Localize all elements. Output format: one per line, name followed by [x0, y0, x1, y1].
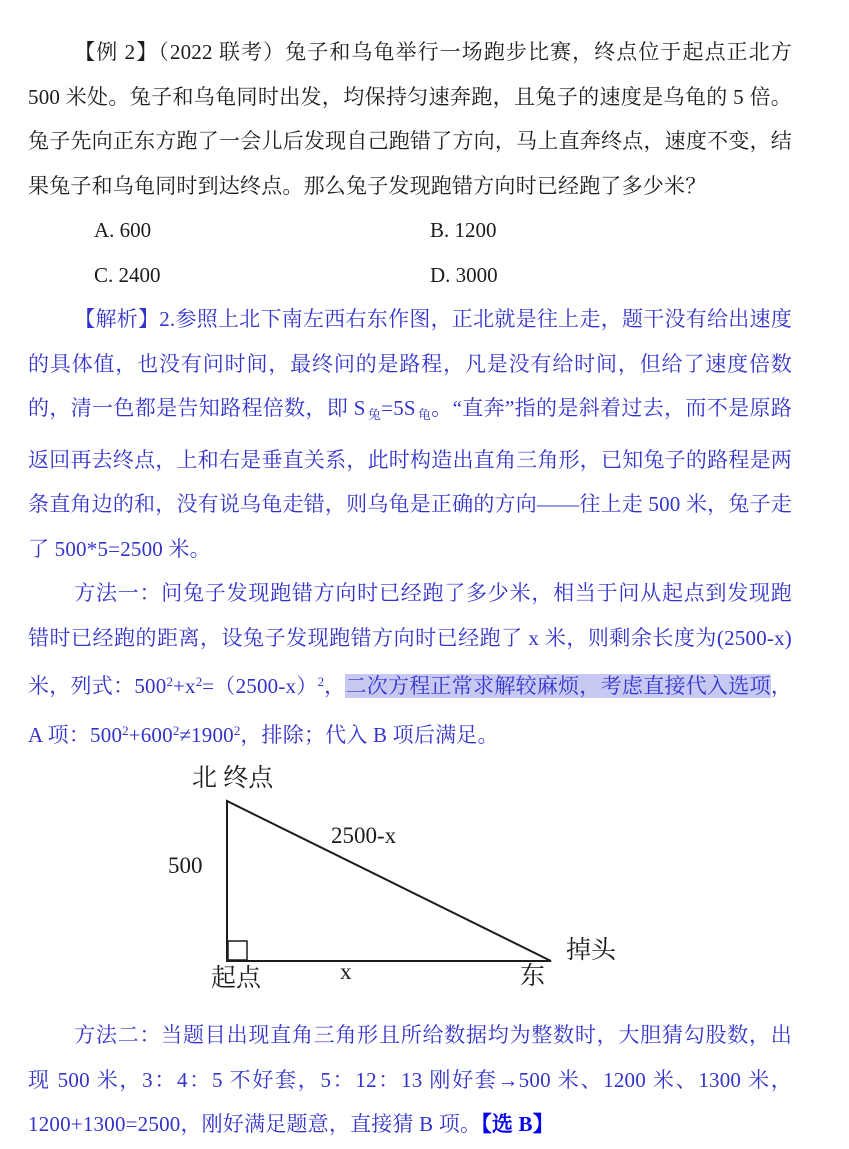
answer-choice: 【选 B】 — [481, 1112, 554, 1136]
problem-statement — [28, 30, 792, 208]
options-row-2 — [28, 253, 792, 298]
superscript-2: 2 — [166, 674, 173, 689]
method2-text: 方法二：当题目出现直角三角形且所给数据均为整数时，大胆猜勾股数，出现 500 米，3：4：5 不好套，5：12：13 刚好套→500 米、1200 米、1300 米，1200+1300=2500，刚好满足题意，直接猜 B 项。 — [28, 1023, 792, 1136]
analysis-text-1: 【解析】2.参照上北下南左西右东作图，正北就是往上走，题干没有给出速度的具体值，也没有问时间，最终问的是路程，凡是没有给时间，但给了速度倍数的，清一色都是告知路程倍数，即 S — [28, 307, 792, 420]
method1-text-5: ，A 项：500 — [28, 674, 793, 747]
superscript-2: 2 — [233, 722, 241, 738]
method1-text-6: +600 — [128, 722, 173, 747]
method1-text-8: ，排除；代入 B 项后满足。 — [240, 722, 499, 747]
label-horizontal-side-x: x — [340, 959, 352, 984]
subscript-turtle: 龟 — [417, 407, 432, 422]
method1-text-4: ， — [324, 674, 346, 698]
right-angle-marker — [228, 941, 247, 960]
method1-text-7: ≠1900 — [179, 722, 234, 747]
method1-text-1: 方法一：问兔子发现跑错方向时已经跑了多少米，相当于问从起点到发现跑错时已经跑的距离，设兔子发现跑错方向时已经跑了 x 米，则剩余长度为(2500-x)米，列式：500 — [28, 581, 792, 698]
superscript-2: 2 — [122, 722, 129, 738]
problem-text: 【例 2】（2022 联考）兔子和乌龟举行一场跑步比赛，终点位于起点正北方 500 米处。兔子和乌龟同时出发，均保持匀速奔跑，且兔子的速度是乌龟的 5 倍。兔子先向正东方跑了一会儿后发现自己跑错了方向，马上直奔终点，速度不变，结果兔子和乌龟同时到达终点。那么兔子发现跑错方向时已经跑了多少米？ — [28, 40, 792, 198]
option-d: D. 3000 — [430, 262, 498, 287]
option-a: A. 600 — [94, 218, 152, 242]
method1-text-3: =（2500-x） — [202, 674, 318, 698]
method1-text-2: +x — [172, 674, 196, 698]
method1-paragraph — [28, 571, 792, 757]
highlighted-note: 二次方程正常求解较麻烦，考虑直接代入选项 — [345, 674, 771, 698]
analysis-text-3: 。“直奔”指的是斜着过去，而不是原路返回再去终点，上和右是垂直关系，此时构造出直角三角形，已知兔子的路程是两条直角边的和，没有说乌龟走错，则乌龟是正确的方向——往上走 500 米，兔子走了 500*5=2500 米。 — [28, 396, 793, 561]
label-turn-around: 掉头 — [566, 937, 617, 964]
option-b: B. 1200 — [430, 218, 497, 242]
superscript-2: 2 — [172, 722, 180, 738]
label-start-point: 起点 — [211, 965, 262, 992]
label-hypotenuse-2500-x: 2500-x — [331, 823, 397, 848]
option-c: C. 2400 — [94, 262, 161, 287]
triangle-diagram — [28, 761, 792, 1013]
subscript-rabbit: 兔 — [367, 407, 382, 422]
analysis-text-2: =5S — [381, 396, 416, 420]
superscript-2: 2 — [195, 674, 203, 689]
label-east: 东 — [520, 963, 546, 990]
label-vertical-side-500: 500 — [168, 853, 203, 878]
analysis-paragraph — [28, 297, 792, 571]
method2-paragraph — [28, 1013, 792, 1147]
options-row-1 — [28, 208, 792, 253]
superscript-2: 2 — [317, 674, 325, 689]
label-north-endpoint: 北 终点 — [192, 765, 274, 792]
